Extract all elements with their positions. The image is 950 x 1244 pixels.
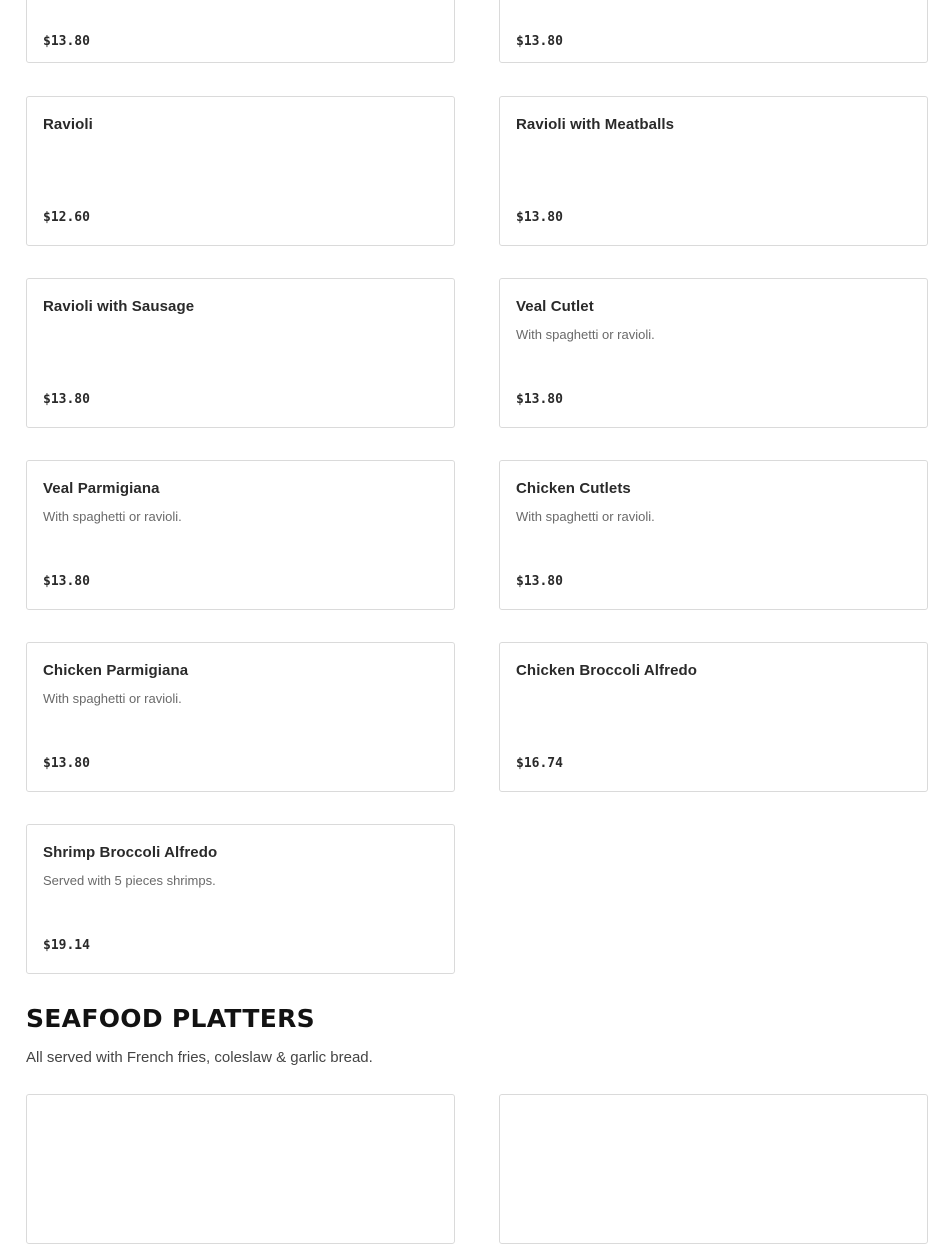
menu-item-card[interactable]	[499, 1094, 928, 1244]
menu-item-card[interactable]	[499, 460, 928, 610]
item-name: Ravioli	[43, 116, 93, 133]
section-subtitle: All served with French fries, coleslaw & garlic bread.	[26, 1049, 373, 1066]
item-name: Veal Parmigiana	[43, 480, 160, 497]
item-price: $13.80	[516, 210, 563, 225]
item-price: $13.80	[43, 392, 90, 407]
item-price: $13.80	[516, 34, 563, 49]
item-description: With spaghetti or ravioli.	[516, 509, 655, 524]
item-name: Shrimp Broccoli Alfredo	[43, 844, 218, 861]
item-description: Served with 5 pieces shrimps.	[43, 873, 216, 888]
item-description: With spaghetti or ravioli.	[43, 509, 182, 524]
section-title: SEAFOOD PLATTERS	[26, 1004, 315, 1033]
item-name: Ravioli with Meatballs	[516, 116, 675, 133]
item-price: $16.74	[516, 756, 563, 771]
menu-item-card[interactable]	[499, 96, 928, 246]
menu-item-card[interactable]	[26, 824, 455, 974]
item-name: Ravioli with Sausage	[43, 298, 195, 315]
item-name: Chicken Cutlets	[516, 480, 631, 497]
item-description: With spaghetti or ravioli.	[43, 691, 182, 706]
item-price: $12.60	[43, 210, 90, 225]
item-price: $13.80	[43, 34, 90, 49]
menu-item-card[interactable]	[26, 0, 455, 63]
menu-item-card[interactable]	[26, 460, 455, 610]
item-price: $13.80	[43, 756, 90, 771]
item-price: $13.80	[43, 574, 90, 589]
item-name: Chicken Parmigiana	[43, 662, 189, 679]
menu-item-card[interactable]	[499, 642, 928, 792]
item-name: Veal Cutlet	[516, 298, 594, 315]
menu-item-card[interactable]	[499, 278, 928, 428]
menu-item-card[interactable]	[26, 1094, 455, 1244]
item-price: $19.14	[43, 938, 90, 953]
item-price: $13.80	[516, 574, 563, 589]
menu-item-card[interactable]	[26, 642, 455, 792]
menu-item-card[interactable]	[26, 96, 455, 246]
menu-item-card[interactable]	[499, 0, 928, 63]
item-price: $13.80	[516, 392, 563, 407]
menu-item-card[interactable]	[26, 278, 455, 428]
item-name: Chicken Broccoli Alfredo	[516, 662, 698, 679]
item-description: With spaghetti or ravioli.	[516, 327, 655, 342]
